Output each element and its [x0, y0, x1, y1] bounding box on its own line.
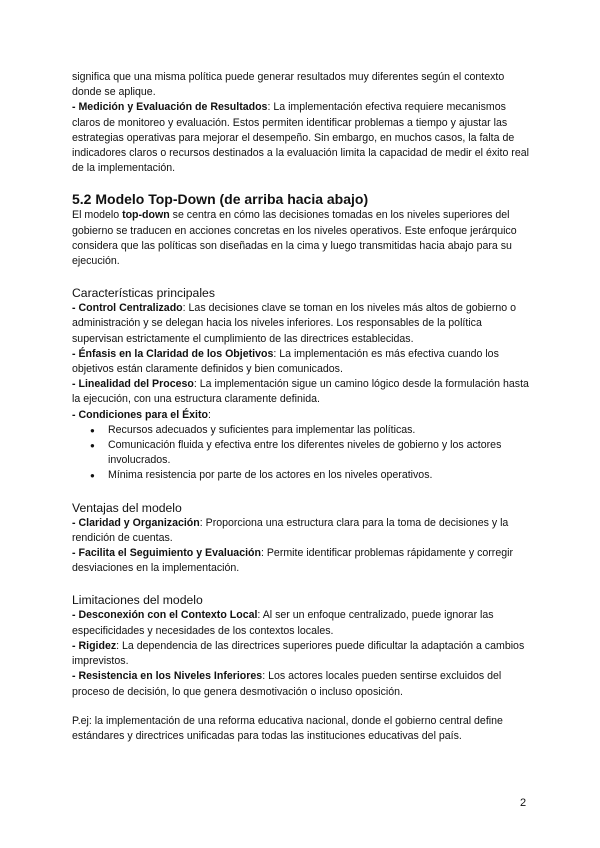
- item-label: - Claridad y Organización: [72, 516, 200, 529]
- intro-paragraph: significa que una misma política puede generar resultados muy diferentes según el contexto donde se aplique.: [72, 71, 505, 99]
- item-text: : Proporciona una estructura clara para la toma de decisiones y la rendición de cuentas.: [72, 516, 509, 544]
- medicion-label: - Medición y Evaluación de Resultados: [72, 101, 268, 114]
- list-item: ● Mínima resistencia por parte de los actores en los niveles operativos.: [100, 468, 532, 483]
- conditions-list: [72, 423, 532, 484]
- spacer: [72, 700, 532, 714]
- ventaja-item: [72, 546, 532, 576]
- section-title: 5.2 Modelo Top-Down (de arriba hacia abajo): [72, 191, 369, 208]
- item-text: : Los actores locales pueden sentirse excluidos del proceso de decisión, lo que genera desmotivación o incluso oposición.: [72, 670, 502, 698]
- caracteristica-item: [72, 301, 532, 347]
- item-text: : Permite identificar problemas rápidamente y corregir desviaciones en la implementación.: [72, 547, 513, 575]
- item-text: : La implementación sigue un camino lógico desde la formulación hasta la ejecución, con una estructura claramente definida.: [72, 378, 529, 406]
- item-label: - Control Centralizado: [72, 302, 183, 315]
- caracteristica-item: [72, 377, 532, 407]
- section-intro-before: El modelo: [72, 209, 123, 222]
- item-label: - Condiciones para el Éxito: [72, 408, 208, 421]
- medicion-paragraph: [72, 100, 532, 176]
- caracteristicas-title: Características principales: [72, 286, 215, 301]
- limitaciones-title: Limitaciones del modelo: [72, 593, 203, 608]
- section-intro-after: se centra en cómo las decisiones tomadas en los niveles superiores del gobierno se traducen en acciones concretas en los niveles operativos. Este enfoque jerárquico considera que las políticas son diseñadas en la cima y luego transmitidas hacia abajo para su ejecución.: [72, 209, 517, 268]
- limitacion-item: [72, 669, 532, 699]
- section-intro: [72, 208, 532, 269]
- list-item: ● Comunicación fluida y efectiva entre los diferentes niveles de gobierno y los actores involucrados.: [100, 438, 532, 468]
- item-label: - Desconexión con el Contexto Local: [72, 609, 258, 622]
- document-page: [72, 70, 532, 744]
- limitacion-item: [72, 608, 532, 638]
- item-text: : Al ser un enfoque centralizado, puede ignorar las especificidades y necesidades de los contextos locales.: [72, 609, 494, 637]
- item-label: - Rigidez: [72, 639, 117, 652]
- item-label: - Resistencia en los Niveles Inferiores: [72, 670, 263, 683]
- caracteristica-item: [72, 408, 532, 423]
- page-number: 2: [520, 797, 527, 809]
- example-paragraph: P.ej: la implementación de una reforma educativa nacional, donde el gobierno central define estándares y directrices unificadas para todas las instituciones educativas del país.: [72, 714, 503, 742]
- item-text: : Las decisiones clave se toman en los niveles más altos de gobierno o administración y se delegan hacia los niveles inferiores. Los responsables de la política supervisan estrictamente el cumplimiento de las directrices establecidas.: [72, 302, 516, 345]
- limitacion-item: [72, 639, 532, 669]
- ventajas-title: Ventajas del modelo: [72, 500, 182, 515]
- caracteristica-item: [72, 347, 532, 377]
- item-label: - Linealidad del Proceso: [72, 378, 194, 391]
- item-text: : La implementación es más efectiva cuando los objetivos están claramente definidos y bien comunicados.: [72, 347, 499, 376]
- item-text: : La dependencia de las directrices superiores puede dificultar la adaptación a cambios imprevistos.: [72, 639, 525, 668]
- list-item: ● Recursos adecuados y suficientes para implementar las políticas.: [100, 423, 532, 438]
- ventaja-item: [72, 516, 532, 546]
- section-intro-bold: top-down: [122, 209, 170, 222]
- item-text: :: [207, 408, 211, 421]
- item-label: - Énfasis en la Claridad de los Objetivos: [72, 347, 274, 360]
- item-label: - Facilita el Seguimiento y Evaluación: [72, 547, 261, 560]
- medicion-text: : La implementación efectiva requiere mecanismos claros de monitoreo y evaluación. Estos permiten identificar problemas a tiempo y ajustar las estrategias operativas para mejorar el desempeño. Sin embargo, en muchos casos, la falta de indicadores claros o recursos destinados a la evaluación limita la capacidad de medir el éxito real de la implementación.: [72, 101, 529, 175]
